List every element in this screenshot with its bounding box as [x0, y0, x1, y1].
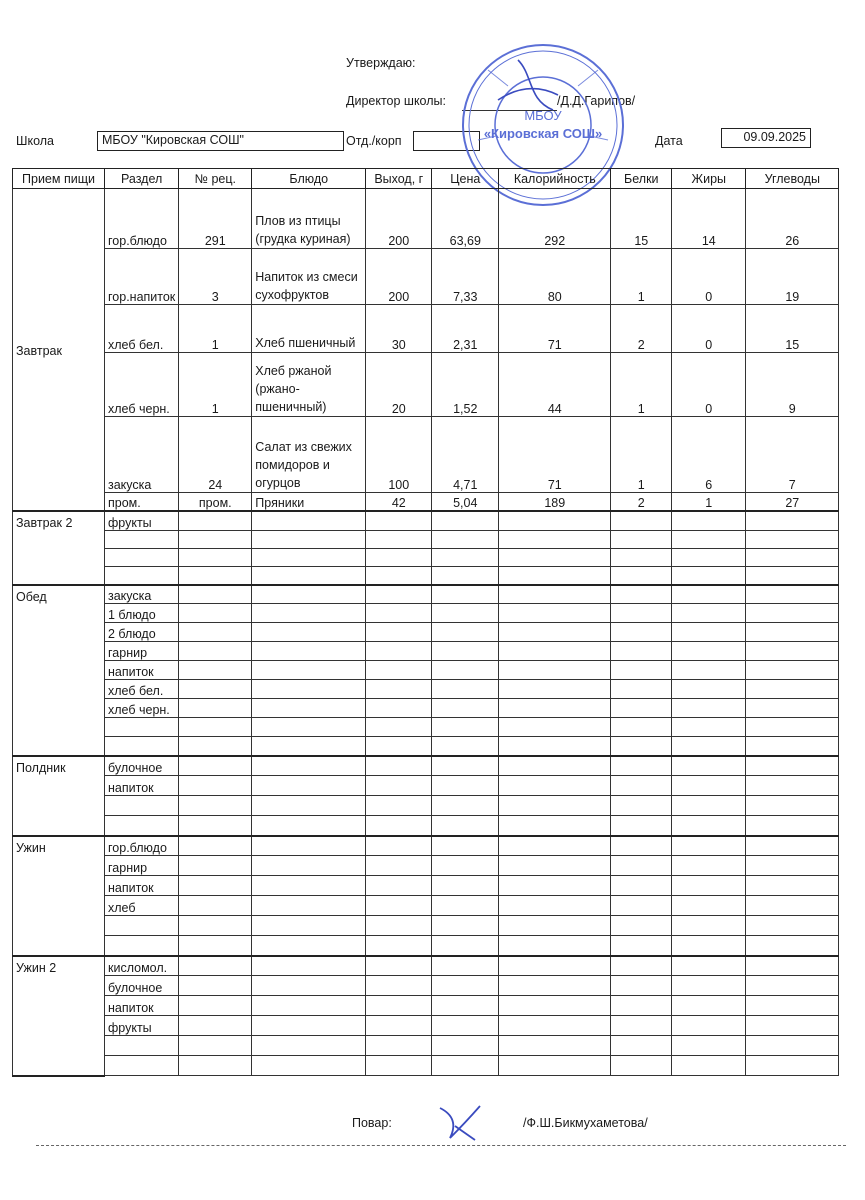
table-row [13, 417, 839, 493]
school-field[interactable]: МБОУ "Кировская СОШ" [97, 131, 344, 151]
table-row [13, 836, 839, 856]
section-cell: закуска [105, 417, 179, 493]
table-row [13, 776, 839, 796]
kcal-cell: 44 [499, 353, 611, 417]
director-label: Директор школы: [346, 94, 446, 108]
section-cell: 2 блюдо [105, 623, 179, 642]
col-kcal: Калорийность [499, 169, 611, 189]
table-row [13, 493, 839, 511]
section-cell: булочное [105, 976, 179, 996]
fat-cell: 0 [672, 353, 746, 417]
fat-cell: 0 [672, 305, 746, 353]
section-cell: напиток [105, 876, 179, 896]
dish-cell: Салат из свежих помидоров и огурцов [252, 417, 366, 493]
table-row [13, 1056, 839, 1076]
section-cell: хлеб черн. [105, 699, 179, 718]
table-row [13, 1016, 839, 1036]
dept-label: Отд./корп [346, 134, 402, 148]
out-cell: 20 [366, 353, 432, 417]
col-carb: Углеводы [746, 169, 839, 189]
prot-cell: 2 [611, 493, 672, 511]
table-row [13, 511, 839, 531]
price-cell: 63,69 [432, 189, 499, 249]
rec-cell: 1 [179, 305, 252, 353]
col-dish: Блюдо [252, 169, 366, 189]
out-cell: 42 [366, 493, 432, 511]
prot-cell: 1 [611, 249, 672, 305]
section-cell: закуска [105, 585, 179, 604]
section-cell: 1 блюдо [105, 604, 179, 623]
meal-dinner2: Ужин 2 [13, 956, 105, 1076]
stamp-text-1: МБОУ [524, 108, 562, 123]
out-cell: 200 [366, 249, 432, 305]
table-row [13, 623, 839, 642]
scan-edge-line [36, 1145, 846, 1146]
table-row [13, 661, 839, 680]
section-cell: хлеб бел. [105, 680, 179, 699]
table-row [13, 305, 839, 353]
col-out: Выход, г [366, 169, 432, 189]
out-cell: 100 [366, 417, 432, 493]
table-row [13, 718, 839, 737]
meal-dinner: Ужин [13, 836, 105, 956]
table-row [13, 756, 839, 776]
table-row [13, 642, 839, 661]
carb-cell: 19 [746, 249, 839, 305]
price-cell: 4,71 [432, 417, 499, 493]
meal-lunch: Обед [13, 585, 105, 756]
table-row [13, 1036, 839, 1056]
section-cell: гарнир [105, 642, 179, 661]
rec-cell: 3 [179, 249, 252, 305]
section-cell: пром. [105, 493, 179, 511]
table-row [13, 604, 839, 623]
table-row [13, 531, 839, 549]
section-cell: фрукты [105, 1016, 179, 1036]
meal-breakfast2: Завтрак 2 [13, 511, 105, 585]
col-prot: Белки [611, 169, 672, 189]
table-row [13, 796, 839, 816]
section-cell: гарнир [105, 856, 179, 876]
kcal-cell: 292 [499, 189, 611, 249]
price-cell: 7,33 [432, 249, 499, 305]
price-cell: 1,52 [432, 353, 499, 417]
out-cell: 30 [366, 305, 432, 353]
section-cell: хлеб черн. [105, 353, 179, 417]
fat-cell: 14 [672, 189, 746, 249]
prot-cell: 2 [611, 305, 672, 353]
fat-cell: 1 [672, 493, 746, 511]
table-row [13, 996, 839, 1016]
menu-table [12, 168, 839, 1077]
cook-label: Повар: [352, 1116, 392, 1130]
table-row [13, 353, 839, 417]
section-cell: фрукты [105, 511, 179, 531]
table-row [13, 976, 839, 996]
date-label: Дата [655, 134, 683, 148]
table-row [13, 816, 839, 836]
table-row [13, 856, 839, 876]
table-row [13, 916, 839, 936]
col-section: Раздел [105, 169, 179, 189]
section-cell: булочное [105, 756, 179, 776]
table-row [13, 189, 839, 249]
table-row [13, 699, 839, 718]
fat-cell: 0 [672, 249, 746, 305]
table-row [13, 249, 839, 305]
meal-snack: Полдник [13, 756, 105, 836]
section-cell: напиток [105, 996, 179, 1016]
cook-signature-icon [430, 1098, 490, 1148]
section-cell: гор.напиток [105, 249, 179, 305]
table-row [13, 680, 839, 699]
date-field[interactable]: 09.09.2025 [721, 128, 811, 148]
kcal-cell: 71 [499, 305, 611, 353]
dish-cell: Плов из птицы (грудка куриная) [252, 189, 366, 249]
table-row [13, 956, 839, 976]
carb-cell: 7 [746, 417, 839, 493]
prot-cell: 1 [611, 417, 672, 493]
table-header [13, 169, 839, 189]
dish-cell: Хлеб ржаной (ржано-пшеничный) [252, 353, 366, 417]
table-row [13, 585, 839, 604]
carb-cell: 15 [746, 305, 839, 353]
kcal-cell: 71 [499, 417, 611, 493]
section-cell: гор.блюдо [105, 836, 179, 856]
section-cell: напиток [105, 776, 179, 796]
prot-cell: 1 [611, 353, 672, 417]
cook-name: /Ф.Ш.Бикмухаметова/ [523, 1116, 648, 1130]
school-label: Школа [16, 134, 54, 148]
section-cell: напиток [105, 661, 179, 680]
table-row [13, 876, 839, 896]
meal-breakfast: Завтрак [13, 189, 105, 511]
director-name: /Д.Д.Гарипов/ [557, 94, 636, 108]
rec-cell: 291 [179, 189, 252, 249]
section-cell: кисломол. [105, 956, 179, 976]
stamp-text-2: «Кировская СОШ» [483, 126, 603, 141]
carb-cell: 27 [746, 493, 839, 511]
price-cell: 5,04 [432, 493, 499, 511]
table-row [13, 936, 839, 956]
rec-cell: 24 [179, 417, 252, 493]
section-cell: хлеб бел. [105, 305, 179, 353]
col-fat: Жиры [672, 169, 746, 189]
carb-cell: 9 [746, 353, 839, 417]
dish-cell: Хлеб пшеничный [252, 305, 366, 353]
kcal-cell: 80 [499, 249, 611, 305]
table-row [13, 737, 839, 756]
col-rec: № рец. [179, 169, 252, 189]
table-row [13, 567, 839, 585]
approve-label: Утверждаю: [346, 56, 416, 70]
col-meal: Прием пищи [13, 169, 105, 189]
rec-cell: пром. [179, 493, 252, 511]
table-row [13, 896, 839, 916]
dish-cell: Напиток из смеси сухофруктов [252, 249, 366, 305]
out-cell: 200 [366, 189, 432, 249]
section-cell: гор.блюдо [105, 189, 179, 249]
prot-cell: 15 [611, 189, 672, 249]
dish-cell: Пряники [252, 493, 366, 511]
fat-cell: 6 [672, 417, 746, 493]
kcal-cell: 189 [499, 493, 611, 511]
col-price: Цена [432, 169, 499, 189]
carb-cell: 26 [746, 189, 839, 249]
rec-cell: 1 [179, 353, 252, 417]
section-cell: хлеб [105, 896, 179, 916]
price-cell: 2,31 [432, 305, 499, 353]
table-row [13, 549, 839, 567]
